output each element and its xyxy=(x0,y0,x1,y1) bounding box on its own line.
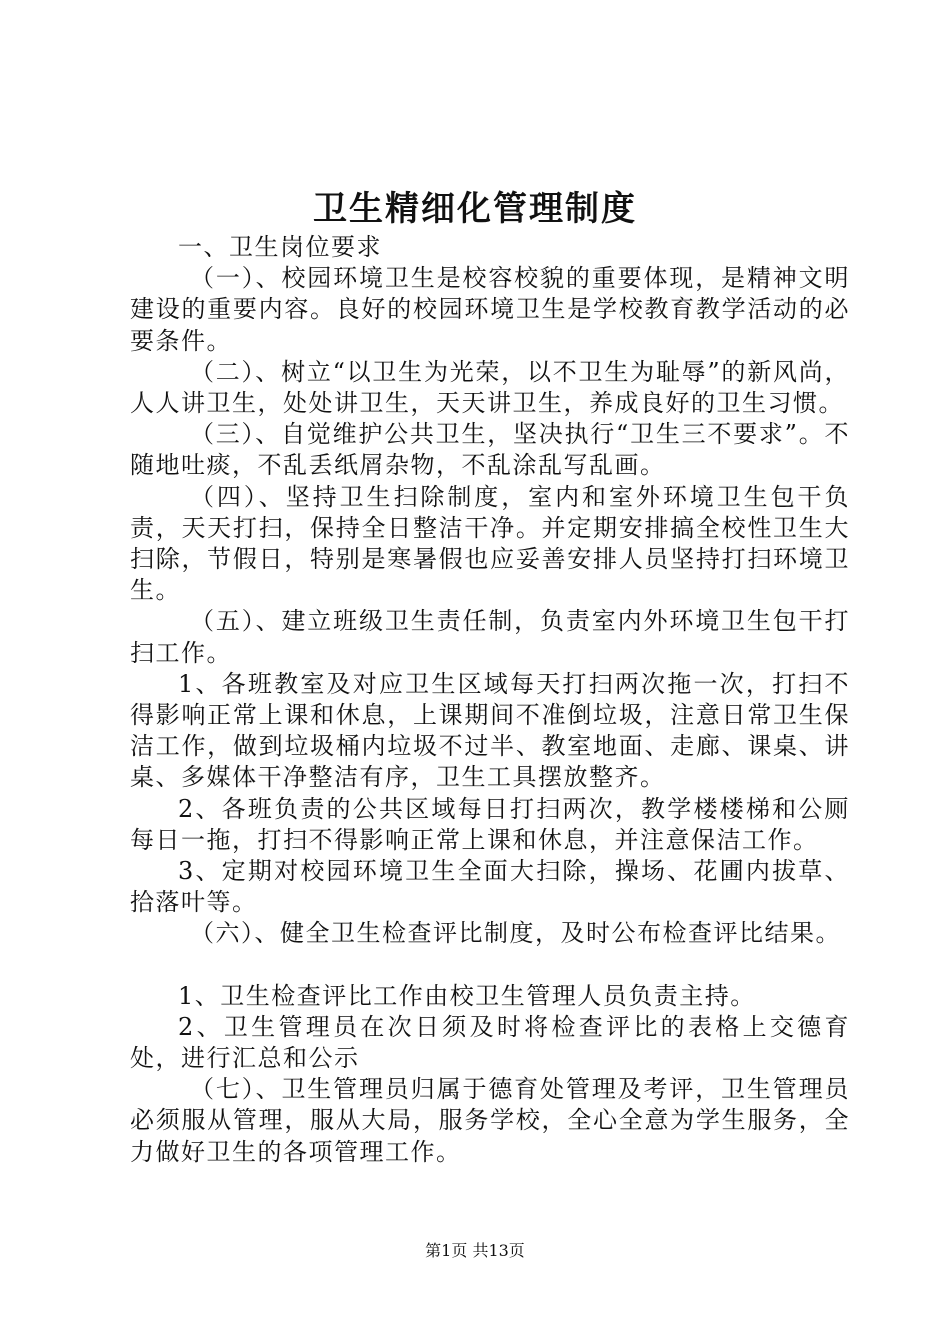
page-number-footer: 第1页 共13页 xyxy=(425,1241,525,1260)
paragraph: （五）、建立班级卫生责任制，负责室内外环境卫生包干打扫工作。 xyxy=(130,607,850,667)
paragraph: （四）、坚持卫生扫除制度，室内和室外环境卫生包干负责，天天打扫，保持全日整洁干净。并定期安排搞全校性卫生大扫除，节假日，特别是寒暑假也应妥善安排人员坚持打扫环境卫生。 xyxy=(130,482,850,605)
paragraph: （三）、自觉维护公共卫生，坚决执行“卫生三不要求”。不随地吐痰，不乱丢纸屑杂物，不乱涂乱写乱画。 xyxy=(130,420,850,480)
numbered-item: 3、定期对校园环境卫生全面大扫除，操场、花圃内拔草、拾落叶等。 xyxy=(130,857,850,917)
numbered-item: 2、各班负责的公共区域每日打扫两次，教学楼楼梯和公厕每日一拖，打扫不得影响正常上课和休息，并注意保洁工作。 xyxy=(130,794,850,854)
document-title: 卫生精细化管理制度 xyxy=(313,189,637,229)
section-heading: 一、卫生岗位要求 xyxy=(178,233,382,261)
numbered-item: 2、卫生管理员在次日须及时将检查评比的表格上交德育处，进行汇总和公示 xyxy=(130,1012,850,1073)
paragraph: （一）、校园环境卫生是校容校貌的重要体现，是精神文明建设的重要内容。良好的校园环境卫生是学校教育教学活动的必要条件。 xyxy=(130,264,850,355)
paragraph-gap xyxy=(130,950,850,981)
paragraph: （六）、健全卫生检查评比制度，及时公布检查评比结果。 xyxy=(190,919,841,948)
numbered-item: 1、卫生检查评比工作由校卫生管理人员负责主持。 xyxy=(178,981,756,1010)
paragraph: （七）、卫生管理员归属于德育处管理及考评，卫生管理员必须服从管理，服从大局，服务学校，全心全意为学生服务，全力做好卫生的各项管理工作。 xyxy=(130,1075,850,1166)
numbered-item: 1、各班教室及对应卫生区域每天打扫两次拖一次，打扫不得影响正常上课和休息，上课期间不准倒垃圾，注意日常卫生保洁工作，做到垃圾桶内垃圾不过半、教室地面、走廊、课桌、讲桌、多媒体干净整洁有序，卫生工具摆放整齐。 xyxy=(130,669,850,792)
paragraph: （二）、树立“以卫生为光荣，以不卫生为耻辱”的新风尚，人人讲卫生，处处讲卫生，天天讲卫生，养成良好的卫生习惯。 xyxy=(130,357,850,418)
document-body xyxy=(130,232,850,1168)
